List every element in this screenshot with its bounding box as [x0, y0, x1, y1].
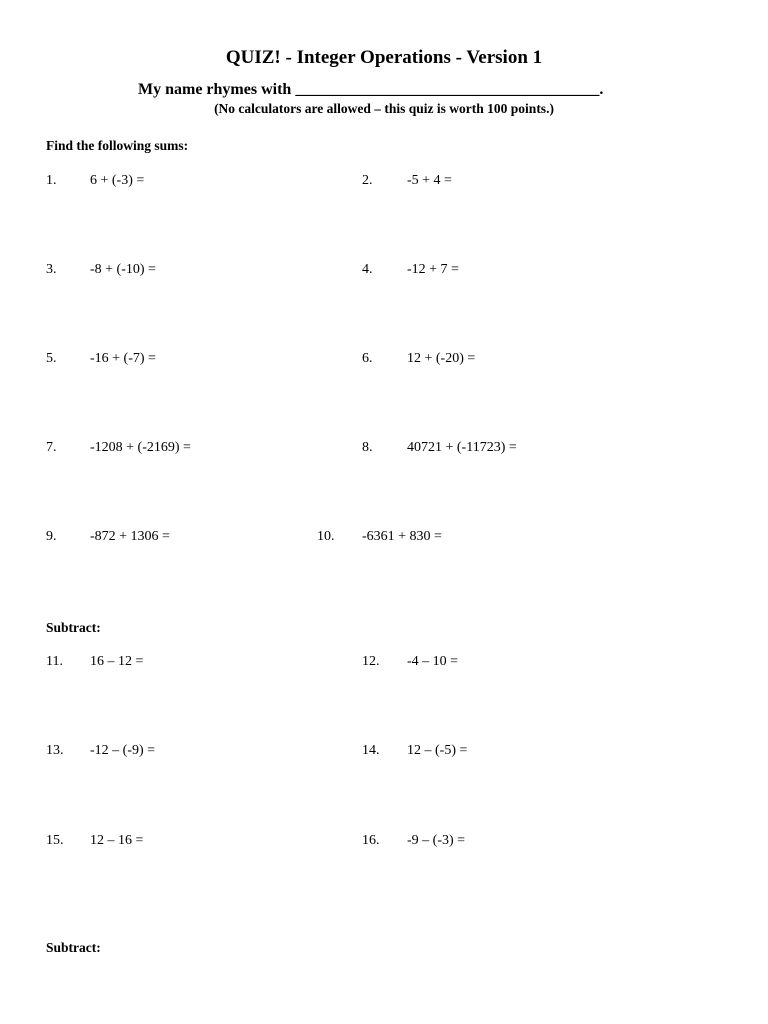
problem-number: 11. [46, 654, 63, 669]
problem-number: 16. [362, 833, 380, 848]
problem-expression: -8 + (-10) = [90, 262, 156, 277]
problem-expression: -12 + 7 = [407, 262, 459, 277]
problem-number: 4. [362, 262, 373, 277]
problem-number: 6. [362, 351, 373, 366]
problem-expression: -4 – 10 = [407, 654, 459, 669]
problem-number: 12. [362, 654, 380, 669]
problem-number: 1. [46, 173, 57, 188]
problem-number: 2. [362, 173, 373, 188]
problem-expression: 6 + (-3) = [90, 173, 145, 188]
problem-expression: 40721 + (-11723) = [407, 440, 517, 455]
problem-number: 5. [46, 351, 57, 366]
section-heading-sums: Find the following sums: [46, 138, 189, 153]
problem-number: 3. [46, 262, 57, 277]
problem-expression: 12 – (-5) = [407, 743, 468, 758]
problem-number: 7. [46, 440, 57, 455]
problem-number: 15. [46, 833, 64, 848]
quiz-title: QUIZ! - Integer Operations - Version 1 [225, 47, 543, 68]
problem-number: 8. [362, 440, 373, 455]
name-prompt: My name rhymes with ______________________________________. [138, 81, 604, 98]
problem-expression: -5 + 4 = [407, 173, 452, 188]
problem-number: 13. [46, 743, 64, 758]
section-heading-subtract-2: Subtract: [46, 940, 101, 955]
problem-expression: -1208 + (-2169) = [90, 440, 191, 455]
problem-expression: 12 – 16 = [90, 833, 144, 848]
problem-expression: 16 – 12 = [90, 654, 144, 669]
section-heading-subtract: Subtract: [46, 620, 101, 635]
problem-expression: -16 + (-7) = [90, 351, 156, 366]
problem-expression: 12 + (-20) = [407, 351, 476, 366]
problem-expression: -9 – (-3) = [407, 833, 466, 848]
problem-number: 14. [362, 743, 380, 758]
problem-expression: -872 + 1306 = [90, 529, 170, 544]
problem-number: 10. [317, 529, 335, 544]
quiz-note: (No calculators are allowed – this quiz is worth 100 points.) [214, 101, 554, 116]
problem-expression: -6361 + 830 = [362, 529, 442, 544]
problem-expression: -12 – (-9) = [90, 743, 156, 758]
problem-number: 9. [46, 529, 57, 544]
